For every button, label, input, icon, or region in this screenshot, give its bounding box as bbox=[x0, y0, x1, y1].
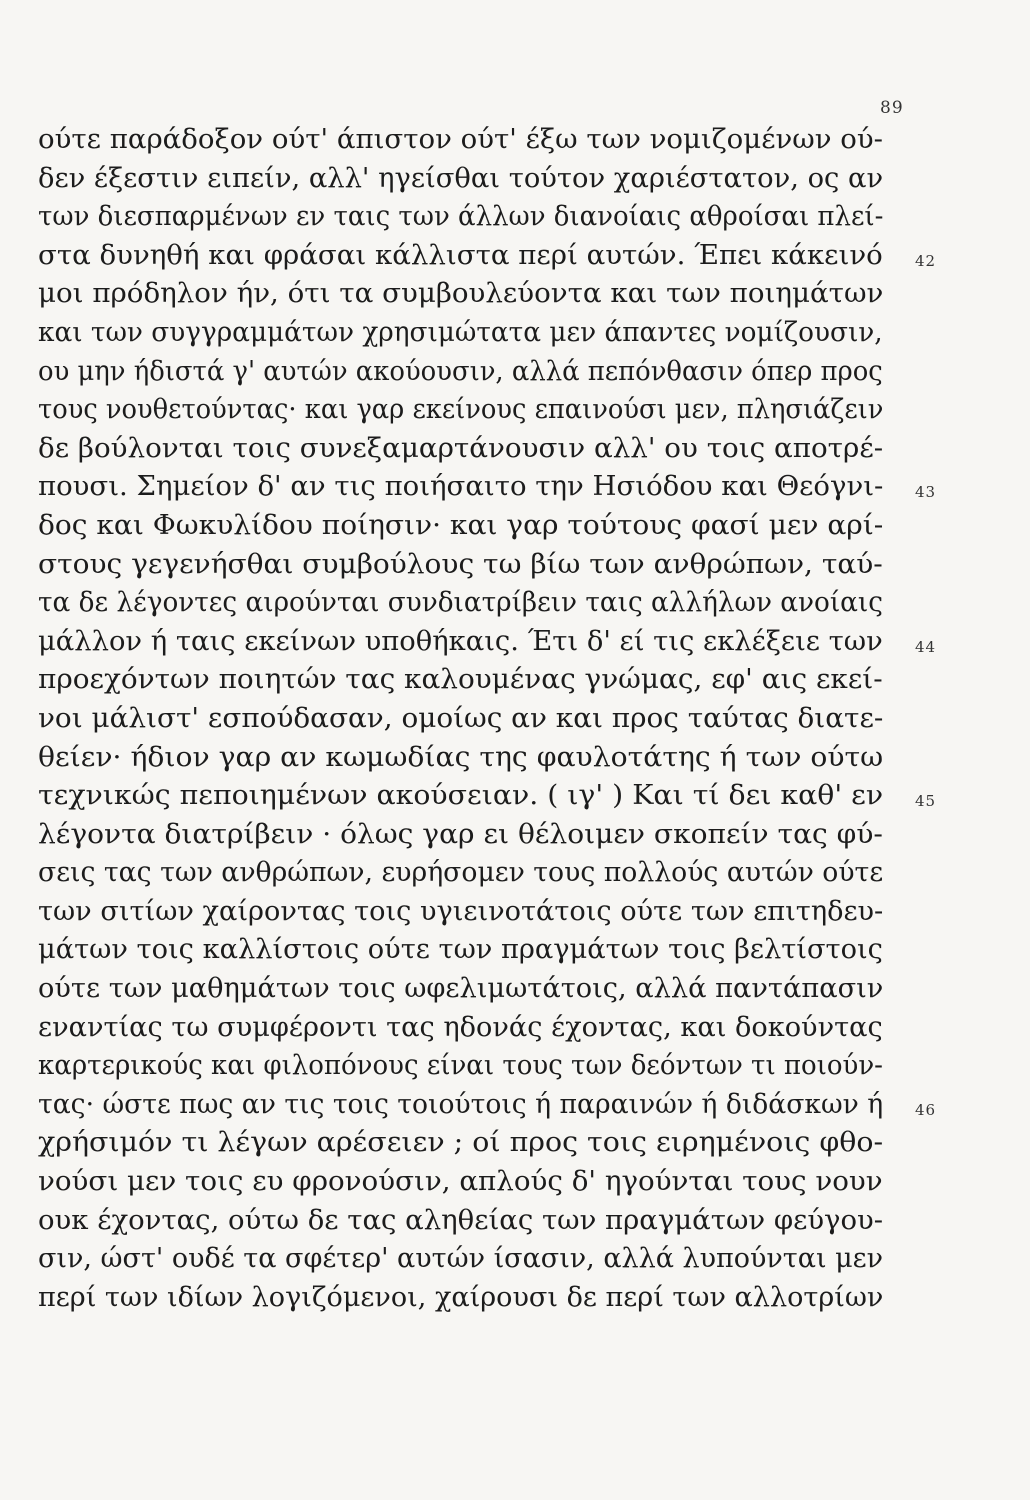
text-line bbox=[38, 236, 937, 275]
line-text: πουσι. Σημείον δ' αν τις ποιήσαιτο την Ησιόδου και Θεόγνι- bbox=[38, 470, 884, 503]
line-text: λέγοντα διατρίβειν · όλως γαρ ει θέλοιμεν σκοπείν τας φύ- bbox=[38, 817, 883, 850]
line-text: εναντίας τω συμφέροντι τας ηδονάς έχοντας, και δοκούντας bbox=[38, 1010, 883, 1043]
section-number: 44 bbox=[915, 637, 937, 656]
line-text: σεις τας των ανθρώπων, ευρήσομεν τους πολλούς αυτών ούτε bbox=[38, 856, 884, 889]
text-line bbox=[38, 853, 908, 892]
line-text: περί των ιδίων λογιζόμενοι, χαίρουσι δε περί των αλλοτρίων bbox=[38, 1280, 884, 1313]
line-text: νοι μάλιστ' εσπούδασαν, ομοίως αν και προς ταύτας διατε- bbox=[38, 701, 884, 734]
line-text: ου μην ήδιστά γ' αυτών ακούουσιν, αλλά πεπόνθασιν όπερ προς bbox=[38, 354, 883, 387]
line-text: των διεσπαρμένων εν ταις των άλλων διανοίαις αθροίσαι πλεί- bbox=[38, 200, 884, 233]
text-line bbox=[38, 313, 908, 352]
line-text: ούτε παράδοξον ούτ' άπιστον ούτ' έξω των νομιζομένων ού- bbox=[38, 123, 884, 155]
line-text: και των συγγραμμάτων χρησιμώτατα μεν άπαντες νομίζουσιν, bbox=[38, 315, 883, 348]
text-line bbox=[38, 776, 937, 815]
line-text: μάλλον ή ταις εκείνων υποθήκαις. Έτι δ' εί τις εκλέξειε των bbox=[38, 624, 883, 657]
text-line bbox=[38, 622, 937, 661]
line-text: ούτε των μαθημάτων τοις ωφελιμωτάτοις, αλλά παντάπασιν bbox=[38, 972, 884, 1005]
text-line bbox=[38, 120, 908, 159]
line-text: προεχόντων ποιητών τας καλουμένας γνώμας, εφ' αις εκεί- bbox=[38, 663, 883, 696]
line-text: στους γεγενήσθαι συμβούλους τω βίω των ανθρώπων, ταύ- bbox=[38, 547, 883, 580]
line-text: νούσι μεν τοις ευ φρονούσιν, απλούς δ' ηγούνται τους νουν bbox=[38, 1165, 883, 1198]
line-text: χρήσιμόν τι λέγων αρέσειεν ; οί προς τοις ειρημένοις φθο- bbox=[38, 1126, 884, 1159]
page-number: 89 bbox=[880, 98, 904, 118]
text-line bbox=[38, 1123, 908, 1162]
line-text: στα δυνηθή και φράσαι κάλλιστα περί αυτών. Έπει κάκεινό bbox=[38, 238, 883, 271]
text-line bbox=[38, 1239, 908, 1278]
text-line bbox=[38, 969, 908, 1008]
text-line bbox=[38, 815, 908, 854]
line-text: θείεν· ήδιον γαρ αν κωμωδίας της φαυλοτάτης ή των ούτω bbox=[38, 740, 884, 773]
section-number: 42 bbox=[915, 251, 937, 270]
section-number: 43 bbox=[915, 483, 937, 502]
line-text: τα δε λέγοντες αιρούνται συνδιατρίβειν ταις αλλήλων ανοίαις bbox=[38, 586, 883, 619]
text-line bbox=[38, 1008, 908, 1047]
line-text: δεν έξεστιν ειπείν, αλλ' ηγείσθαι τούτον χαριέστατον, ος αν bbox=[38, 161, 884, 194]
text-line bbox=[38, 660, 908, 699]
line-text: σιν, ώστ' ουδέ τα σφέτερ' αυτών ίσασιν, αλλά λυπούνται μεν bbox=[38, 1242, 884, 1275]
text-line bbox=[38, 1046, 908, 1085]
text-line bbox=[38, 159, 908, 198]
line-text: τεχνικώς πεποιημένων ακούσειαν. ( ιγ' ) Και τί δει καθ' εν bbox=[38, 779, 884, 812]
line-text: τους νουθετούντας· και γαρ εκείνους επαινούσι μεν, πλησιάζειν bbox=[38, 393, 884, 426]
text-line bbox=[38, 1085, 937, 1124]
text-line bbox=[38, 699, 908, 738]
text-line bbox=[38, 892, 908, 931]
text-line bbox=[38, 274, 908, 313]
text-line bbox=[38, 1278, 908, 1317]
text-line bbox=[38, 352, 908, 391]
text-line bbox=[38, 429, 908, 468]
line-text: τας· ώστε πως αν τις τοις τοιούτοις ή παραινών ή διδάσκων ή bbox=[38, 1087, 884, 1120]
text-line bbox=[38, 1201, 908, 1240]
line-text: καρτερικούς και φιλοπόνους είναι τους των δεόντων τι ποιούν- bbox=[38, 1049, 883, 1082]
text-line bbox=[38, 545, 908, 584]
line-text: δε βούλονται τοις συνεξαμαρτάνουσιν αλλ' ου τοις αποτρέ- bbox=[38, 431, 884, 464]
text-line bbox=[38, 506, 908, 545]
line-text: δος και Φωκυλίδου ποίησιν· και γαρ τούτους φασί μεν αρί- bbox=[38, 508, 884, 541]
greek-text-block bbox=[38, 120, 937, 1316]
section-number: 46 bbox=[915, 1100, 937, 1119]
text-line bbox=[38, 467, 937, 506]
line-text: μοι πρόδηλον ήν, ότι τα συμβουλεύοντα και των ποιημάτων bbox=[38, 277, 884, 310]
line-text: των σιτίων χαίροντας τοις υγιεινοτάτοις ούτε των επιτηδευ- bbox=[38, 894, 884, 927]
text-line bbox=[38, 1162, 908, 1201]
text-line bbox=[38, 390, 908, 429]
line-text: ουκ έχοντας, ούτω δε τας αληθείας των πραγμάτων φεύγου- bbox=[38, 1203, 884, 1236]
line-text: μάτων τοις καλλίστοις ούτε των πραγμάτων τοις βελτίστοις bbox=[38, 933, 883, 966]
text-line bbox=[38, 197, 908, 236]
text-line bbox=[38, 738, 908, 777]
text-line bbox=[38, 583, 908, 622]
section-number: 45 bbox=[915, 792, 937, 811]
text-line bbox=[38, 930, 908, 969]
